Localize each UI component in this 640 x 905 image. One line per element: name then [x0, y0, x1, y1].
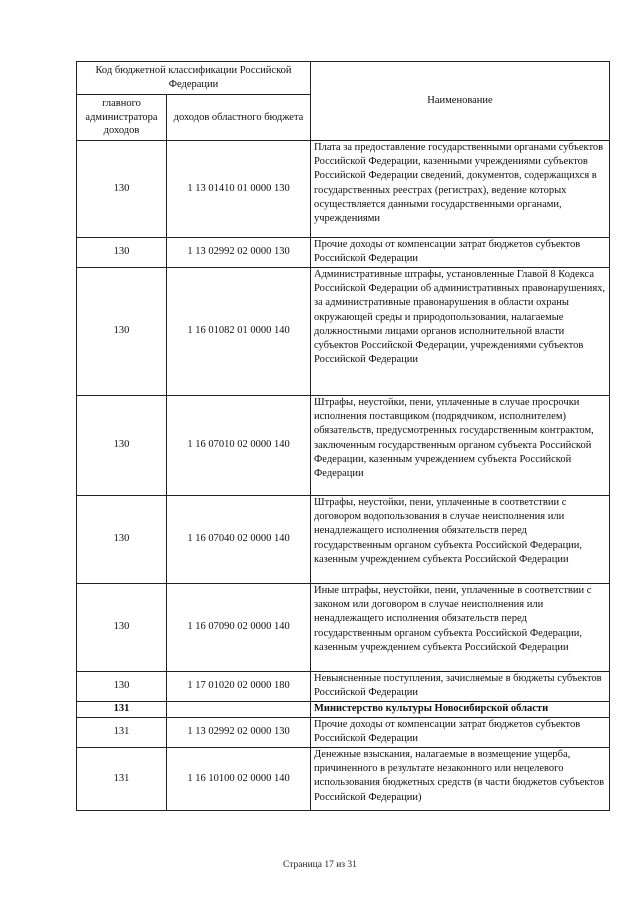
budget-code-cell [167, 702, 311, 718]
table-row [77, 496, 610, 584]
name-cell: Прочие доходы от компенсации затрат бюджетов субъектов Российской Федерации [311, 238, 610, 268]
table-row [77, 238, 610, 268]
table-row [77, 672, 610, 702]
admin-code-cell: 131 [77, 718, 167, 748]
admin-code-cell: 130 [77, 396, 167, 496]
budget-code-cell: 1 13 01410 01 0000 130 [167, 141, 311, 238]
admin-code-cell: 130 [77, 268, 167, 396]
budget-code-cell: 1 16 10100 02 0000 140 [167, 748, 311, 811]
table-row [77, 141, 610, 238]
code-column-header: доходов областного бюджета [167, 95, 311, 141]
name-cell: Иные штрафы, неустойки, пени, уплаченные в соответствии с законом или договором в случае неисполнения или ненадлежащего исполнения обязательств перед государственным органом субъекта Российской Федерации, казенным учреждением субъекта Российской Федерации [311, 584, 610, 672]
page-number: Страница 17 из 31 [283, 860, 357, 870]
admin-code-cell: 130 [77, 584, 167, 672]
admin-code-cell: 131 [77, 702, 167, 718]
budget-code-cell: 1 16 07090 02 0000 140 [167, 584, 311, 672]
table-row [77, 718, 610, 748]
budget-code-cell: 1 16 01082 01 0000 140 [167, 268, 311, 396]
admin-code-cell: 130 [77, 238, 167, 268]
table-row [77, 584, 610, 672]
name-cell: Штрафы, неустойки, пени, уплаченные в соответствии с договором водопользования в случае неисполнения или ненадлежащего исполнения обязательств перед государственным органом субъекта Российской Федерации, казенным учреждением субъекта Российской Федерации [311, 496, 610, 584]
budget-code-cell: 1 17 01020 02 0000 180 [167, 672, 311, 702]
name-cell: Министерство культуры Новосибирской области [311, 702, 610, 718]
admin-column-header: главного администратора доходов [77, 95, 167, 141]
admin-code-cell: 130 [77, 141, 167, 238]
budget-code-group-header: Код бюджетной классификации Российской Федерации [77, 62, 311, 95]
table-header-row [77, 62, 610, 95]
budget-code-cell: 1 16 07010 02 0000 140 [167, 396, 311, 496]
admin-code-cell: 130 [77, 496, 167, 584]
name-cell: Штрафы, неустойки, пени, уплаченные в случае просрочки исполнения поставщиком (подрядчиком, исполнителем) обязательств, предусмотренных государственным контрактом, заключенным государственным органом субъекта Российской Федерации, казенным учреждением субъекта Российской Федерации [311, 396, 610, 496]
name-cell: Невыясненные поступления, зачисляемые в бюджеты субъектов Российской Федерации [311, 672, 610, 702]
name-cell: Административные штрафы, установленные Главой 8 Кодекса Российской Федерации об административных правонарушениях, за административные правонарушения в области охраны окружающей среды и природопользования, налагаемые должностными лицами органов исполнительной власти субъектов Российской Федерации, учреждениями субъектов Российской Федерации [311, 268, 610, 396]
name-cell: Плата за предоставление государственными органами субъектов Российской Федерации, казенными учреждениями субъектов Российской Федерации сведений, документов, содержащихся в государственных реестрах (регистрах), ведение которых осуществляется данными государственными органами, учреждениями [311, 141, 610, 238]
section-row [77, 702, 610, 718]
budget-classification-table [76, 61, 610, 811]
budget-code-cell: 1 16 07040 02 0000 140 [167, 496, 311, 584]
table-row [77, 748, 610, 811]
table-row [77, 396, 610, 496]
name-cell: Денежные взыскания, налагаемые в возмещение ущерба, причиненного в результате незаконного или нецелевого использования бюджетных средств (в части бюджетов субъектов Российской Федерации) [311, 748, 610, 811]
table-body [77, 141, 610, 811]
admin-code-cell: 130 [77, 672, 167, 702]
admin-code-cell: 131 [77, 748, 167, 811]
table-row [77, 268, 610, 396]
name-cell: Прочие доходы от компенсации затрат бюджетов субъектов Российской Федерации [311, 718, 610, 748]
budget-code-cell: 1 13 02992 02 0000 130 [167, 718, 311, 748]
name-column-header: Наименование [311, 62, 610, 141]
budget-code-cell: 1 13 02992 02 0000 130 [167, 238, 311, 268]
